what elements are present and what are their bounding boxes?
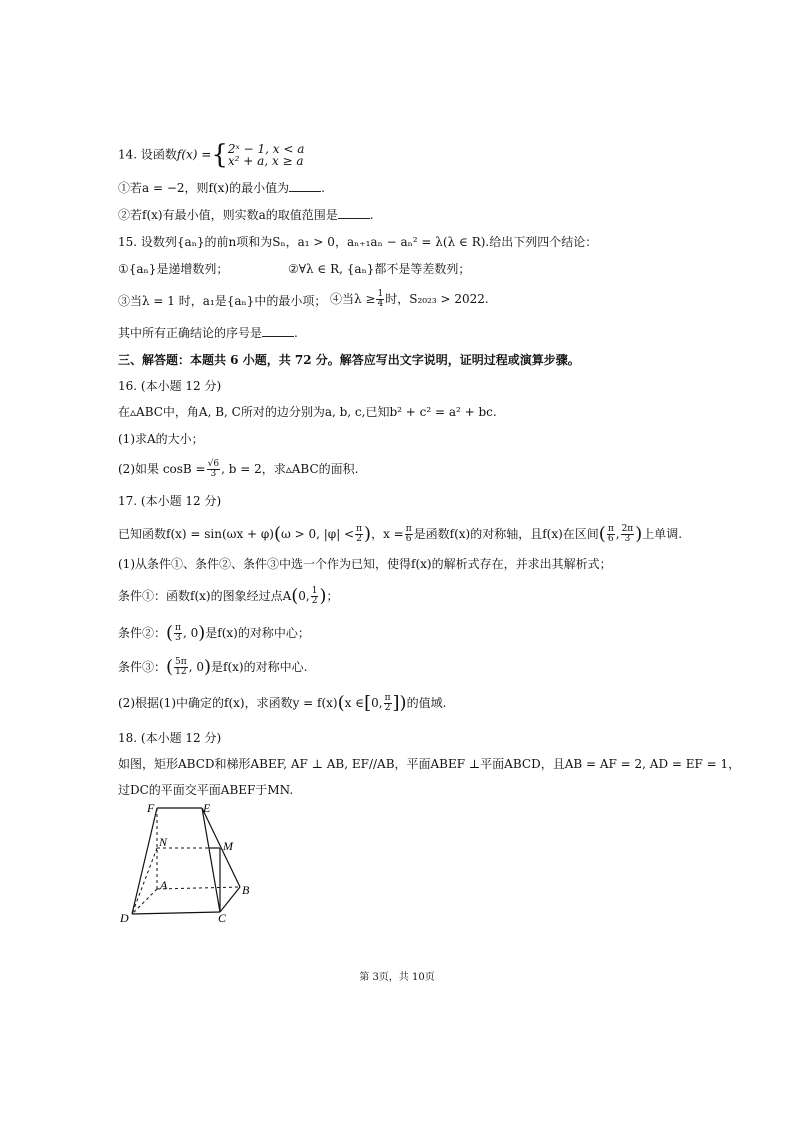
- q15-opt1: ①{aₙ}是递增数列；: [118, 262, 229, 276]
- q17-p2-zero: 0,: [371, 696, 383, 710]
- paren-close: ): [203, 656, 211, 678]
- q16-p2-pre: (2)如果 cosB =: [118, 462, 206, 476]
- q17-c1-pre: 条件①：函数f(x)的图象经过点A: [118, 589, 292, 603]
- frac-num: 2π: [621, 524, 634, 534]
- q14-piecewise: [228, 143, 304, 167]
- q14-part2-text: ②若f(x)有最小值，则实数a的取值范围是: [118, 208, 338, 222]
- q17-c3: [118, 658, 307, 677]
- q14-part1-end: .: [321, 181, 325, 195]
- label-E: E: [203, 801, 211, 815]
- brace-icon: {: [211, 140, 228, 170]
- paren-open: (: [337, 692, 345, 714]
- q17-c2: [118, 624, 310, 643]
- answer-blank[interactable]: [338, 208, 370, 219]
- q16-p1: (1)求A的大小；: [118, 432, 204, 446]
- section-heading: 三、解答题：本题共 6 小题，共 72 分。解答应写出文字说明，证明过程或演算步骤。: [118, 353, 580, 367]
- fraction: [405, 525, 413, 544]
- q18-stem1: 如图，矩形ABCD和梯形ABEF, AF ⊥ AB, EF//AB，平面ABEF ⊥平面ABCD，且AB = AF = 2, AD = EF = 1，: [118, 757, 741, 771]
- q17-cond: ω > 0, |φ| <: [281, 527, 355, 541]
- q14-prefix: 14. 设函数: [118, 147, 177, 162]
- q15-opt3: ③当λ = 1 时，a₁是{aₙ}中的最小项；: [118, 294, 327, 308]
- frac-den: 6: [405, 534, 412, 544]
- q14-part2-end: .: [369, 208, 374, 222]
- frac-den: 6: [607, 534, 614, 544]
- q17-p2-end: 的值域.: [406, 696, 447, 710]
- q14-part1: [118, 180, 325, 196]
- frac-den: 2: [384, 703, 391, 713]
- q16-p2-post: , b = 2，求▵ABC的面积.: [221, 462, 359, 476]
- q17-p2-in: x ∈: [344, 696, 365, 710]
- page-footer: 第 3页，共 10页: [359, 972, 435, 983]
- frac-num: π: [405, 524, 412, 534]
- q15-opt4-post: 时，S₂₀₂₃ > 2022.: [385, 292, 489, 306]
- label-B: B: [242, 883, 250, 897]
- q17-stem-mid2: 是函数f(x)的对称轴，且f(x)在区间: [413, 527, 599, 541]
- frac-den: 3: [175, 633, 181, 643]
- q17-stem-end: 上单调.: [642, 527, 683, 541]
- q14-part2: [118, 207, 374, 223]
- q17-c3-zero: , 0: [188, 660, 204, 674]
- q17-c2-zero: , 0: [182, 626, 199, 640]
- q14-case1: 2ˣ − 1, x < a: [227, 142, 305, 156]
- paren-open: (: [598, 523, 606, 545]
- fraction: [607, 525, 615, 544]
- paren-close: ): [635, 523, 643, 545]
- paren-open: (: [291, 585, 299, 607]
- answer-blank[interactable]: [262, 326, 294, 337]
- q18-head: 18. (本小题 12 分): [118, 731, 222, 745]
- paren-open: (: [166, 622, 174, 644]
- label-F: F: [147, 801, 155, 815]
- q17-stem: 已知函数f(x) = sin(ωx + φ)(ω > 0, |φ| < $\frac{\pi}{2}$ )，x = $\frac{\pi}{6}$ 是函数f(x)的对称轴，且f(x)在区间( $\frac{\pi}{6}$ , $\frac{2\pi}{3}$ )上单调.: [118, 523, 683, 545]
- frac-num: π: [356, 524, 363, 534]
- label-N: N: [159, 835, 168, 849]
- q15-opt2: ②∀λ ∈ R, {aₙ}都不是等差数列；: [288, 262, 471, 276]
- frac-den: 12: [175, 667, 187, 677]
- paren-open: (: [166, 656, 174, 678]
- bracket-close: ]: [392, 692, 400, 714]
- frac-den: 2: [356, 534, 362, 544]
- edge-ND: [132, 848, 157, 914]
- paren-close: ): [319, 585, 327, 607]
- edge-FD: [132, 808, 157, 914]
- label-D: D: [120, 911, 129, 925]
- q17-stem-pre: 已知函数f(x) = sin(ωx + φ): [118, 527, 274, 541]
- frac-den: 4: [377, 299, 384, 309]
- q17-head: 17. (本小题 12 分): [118, 494, 222, 508]
- q17-c2-pre: 条件②：: [118, 626, 167, 640]
- frac-num: √6: [207, 459, 220, 469]
- answer-blank[interactable]: [289, 181, 321, 192]
- frac-num: 5π: [175, 657, 187, 667]
- label-M: M: [223, 839, 233, 853]
- q15-ask: [118, 325, 298, 341]
- q17-c2-post: 是f(x)的对称中心；: [205, 626, 310, 640]
- q15-stem: 15. 设数列{aₙ}的前n项和为Sₙ，a₁ > 0，aₙ₊₁aₙ − aₙ² = λ(λ ∈ R).给出下列四个结论：: [118, 235, 598, 249]
- q17-c1-end: ；: [326, 589, 339, 603]
- q17-c1: [118, 587, 339, 606]
- q17-p1: (1)从条件①、条件②、条件③中选一个作为已知，使得f(x)的解析式存在，并求出其解析式；: [118, 557, 612, 571]
- frac-den: 2: [311, 596, 318, 606]
- fraction: [355, 525, 363, 544]
- q16-stem: 在▵ABC中，角A, B, C所对的边分别为a, b, c,已知b² + c² = a² + bc.: [118, 405, 497, 419]
- fraction: [384, 694, 392, 713]
- q16-head: 16. (本小题 12 分): [118, 379, 222, 393]
- fraction: [621, 525, 635, 544]
- q15-ask-text: 其中所有正确结论的序号是: [118, 326, 263, 340]
- edge-DC: [132, 912, 220, 914]
- edge-AB: [157, 887, 240, 889]
- label-A: A: [160, 878, 168, 892]
- fraction: [174, 624, 182, 643]
- q15-opt4-pre: ④当λ ≥: [330, 292, 376, 306]
- q15-ask-end: .: [294, 326, 298, 340]
- frac-num: 1: [311, 586, 318, 596]
- edge-EC: [202, 808, 220, 912]
- fraction: [376, 290, 384, 309]
- paren-close: ): [399, 692, 407, 714]
- q17-c1-zero: 0,: [298, 589, 310, 603]
- q17-c3-pre: 条件③：: [118, 660, 167, 674]
- fraction: [207, 460, 220, 479]
- q14-part1-text: ①若a = −2，则f(x)的最小值为: [118, 181, 290, 195]
- frac-num: π: [175, 623, 181, 633]
- q18-stem2: 过DC的平面交平面ABEF于MN.: [118, 783, 294, 797]
- fraction: [174, 658, 188, 677]
- q17-stem-mid: ，x =: [371, 527, 404, 541]
- q17-p2: [118, 694, 446, 713]
- frac-den: 3: [210, 469, 217, 479]
- q14-case2: x² + a, x ≥ a: [227, 154, 304, 168]
- q17-p2-pre: (2)根据(1)中确定的f(x)，求函数y = f(x): [118, 696, 338, 710]
- edge-AD: [132, 889, 157, 914]
- q14-stem: [118, 140, 305, 170]
- q14-func: f(x) =: [176, 147, 212, 162]
- paren-open: (: [273, 523, 282, 545]
- label-C: C: [218, 911, 227, 925]
- frac-num: 1: [377, 289, 384, 299]
- edge-EB: [202, 808, 240, 887]
- bracket-open: [: [364, 692, 372, 714]
- frac-num: π: [607, 524, 614, 534]
- frac-num: π: [384, 693, 391, 703]
- fraction: [311, 587, 319, 606]
- paren-close: ): [364, 523, 372, 545]
- edge-CB: [220, 887, 240, 912]
- paren-close: ): [198, 622, 206, 644]
- q16-p2: [118, 460, 358, 479]
- frac-den: 3: [624, 534, 631, 544]
- q17-c3-post: 是f(x)的对称中心.: [211, 660, 308, 674]
- q15-opt4: [330, 290, 489, 309]
